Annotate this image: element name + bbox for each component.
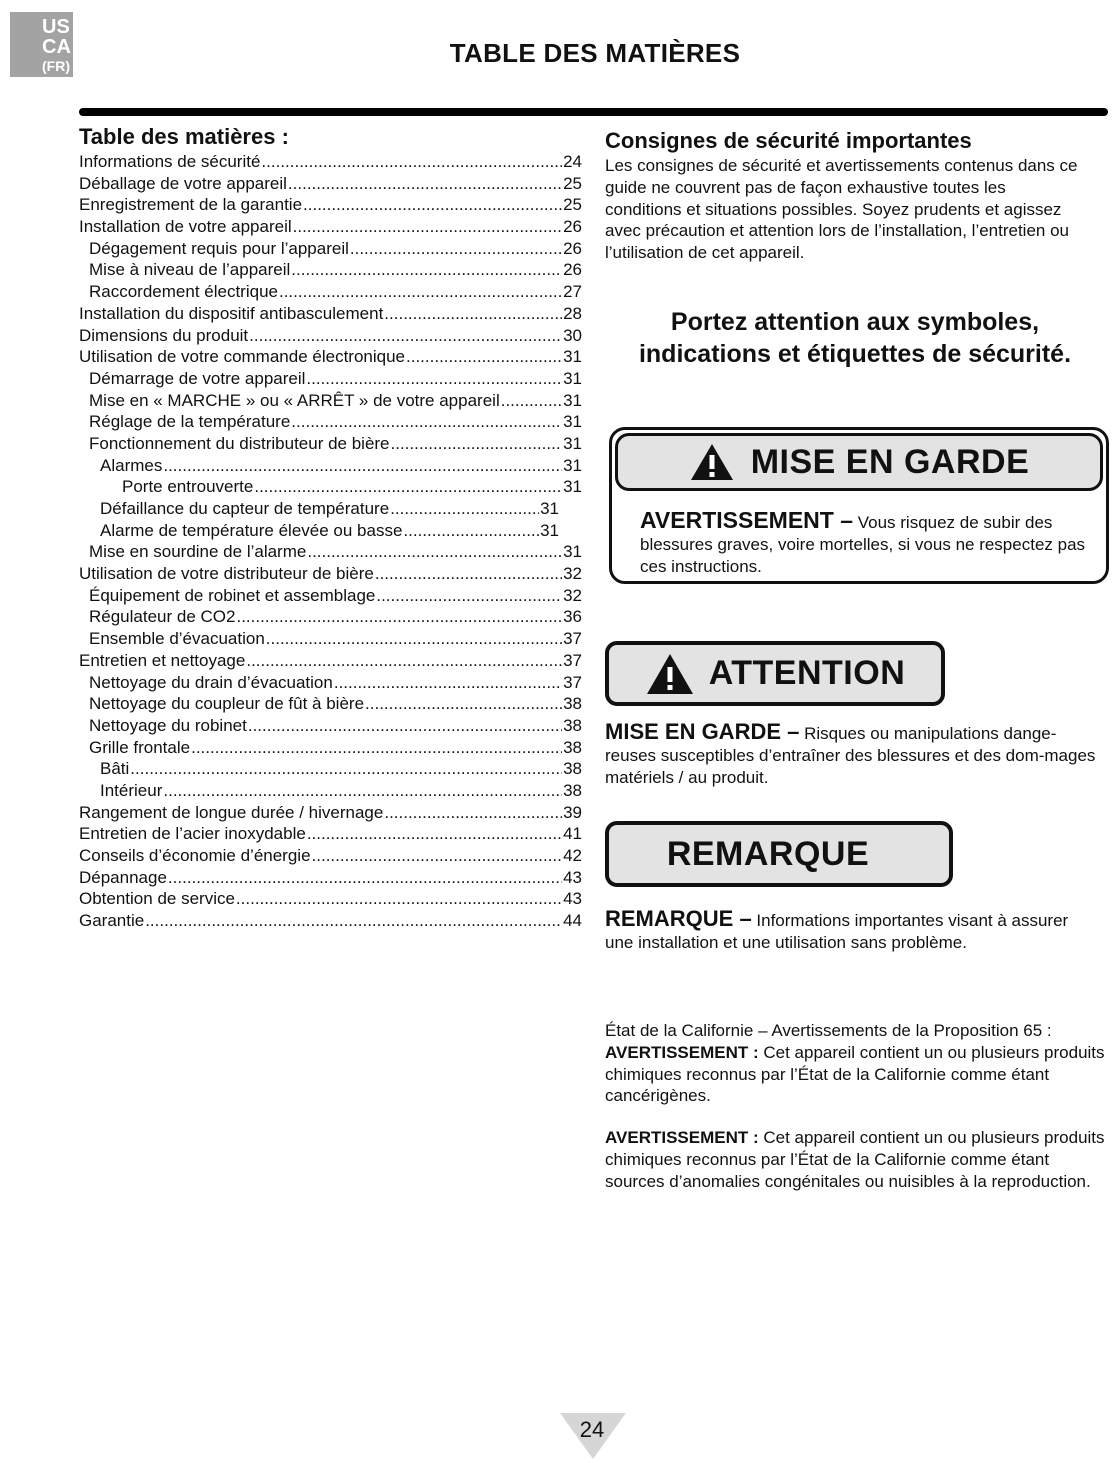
safety-title: Consignes de sécurité importantes — [605, 128, 972, 153]
toc-entry[interactable] — [79, 737, 582, 759]
toc-entry-page: 31 — [563, 347, 582, 367]
toc-entry[interactable] — [79, 216, 582, 238]
toc-entry-title: Intérieur — [100, 780, 163, 800]
toc-leader — [391, 433, 563, 455]
toc-entry-page: 38 — [563, 759, 582, 779]
toc-entry-title: Installation du dispositif antibasculement — [79, 303, 384, 323]
toc-entry[interactable] — [79, 281, 582, 303]
toc-entry-title: Porte entrouverte — [122, 477, 254, 497]
toc-entry-title: Ensemble d’évacuation — [89, 629, 265, 649]
toc-entry[interactable] — [79, 628, 582, 650]
warning-lead: AVERTISSEMENT – — [640, 507, 853, 533]
toc-entry-title: Dégagement requis pour l’appareil — [89, 238, 349, 258]
toc-leader — [279, 281, 562, 303]
toc-entry[interactable] — [79, 368, 582, 390]
toc-entry-title: Obtention de service — [79, 889, 235, 909]
toc-entry-page: 42 — [563, 846, 582, 865]
toc-list — [79, 151, 582, 932]
toc-entry-page: 31 — [563, 455, 582, 475]
prop65-warning-2-text: Cet appareil contient un ou plusieurs produits chimiques reconnus par l’État de la Californie comme étant sources d’anomalies congénitales ou nuisibles à la reproduction. — [605, 1128, 1105, 1191]
toc-leader — [375, 563, 562, 585]
toc-leader — [293, 216, 562, 238]
toc-entry-page: 38 — [563, 694, 582, 714]
remark-label: REMARQUE — [666, 834, 870, 873]
toc-leader — [168, 867, 562, 889]
warning-label: MISE EN GARDE — [750, 442, 1030, 481]
page-title: TABLE DES MATIÈRES — [449, 38, 741, 68]
region-ca: CA — [42, 35, 71, 58]
toc-leader — [249, 325, 562, 347]
toc-leader — [403, 520, 539, 542]
toc-entry[interactable] — [79, 476, 582, 498]
warning-description: Vous risquez de subir des blessures graves, voire mortelles, si vous ne respectez pas ces instructions. — [640, 513, 1086, 576]
region-fr: (FR) — [42, 57, 70, 74]
toc-entry-page: 43 — [563, 889, 582, 909]
toc-entry[interactable] — [79, 259, 582, 281]
toc-entry-page: 38 — [563, 780, 582, 800]
toc-leader — [390, 498, 539, 520]
remark-text — [605, 908, 1100, 954]
toc-leader — [291, 411, 562, 433]
toc-entry-title: Mise en sourdine de l’alarme — [89, 542, 307, 562]
region-us: US — [42, 15, 70, 38]
toc-entry-title: Équipement de robinet et assemblage — [89, 585, 376, 605]
caution-lead: MISE EN GARDE – — [605, 719, 800, 744]
toc-entry[interactable] — [79, 672, 582, 694]
toc-entry[interactable] — [79, 585, 582, 607]
toc-entry-title: Alarmes — [100, 455, 163, 475]
toc-entry-title: Conseils d’économie d’énergie — [79, 846, 311, 865]
toc-entry[interactable] — [79, 411, 582, 433]
toc-leader — [384, 802, 562, 824]
toc-entry-page: 32 — [563, 564, 582, 584]
toc-entry-page: 30 — [563, 325, 582, 345]
toc-leader — [254, 476, 562, 498]
toc-leader — [261, 151, 562, 173]
toc-leader — [376, 585, 562, 607]
prop65-block-1 — [605, 1020, 1105, 1107]
toc-leader — [307, 541, 562, 563]
toc-entry-title: Régulateur de CO2 — [89, 607, 236, 627]
toc-entry-title: Enregistrement de la garantie — [79, 195, 303, 215]
toc-entry-title: Démarrage de votre appareil — [89, 368, 306, 388]
toc-entry-page: 27 — [563, 282, 582, 302]
toc-entry-page: 31 — [563, 433, 582, 453]
page-number-text: 24 — [579, 1417, 605, 1442]
toc-entry-title: Entretien et nettoyage — [79, 650, 246, 670]
toc-entry-page: 31 — [563, 542, 582, 562]
toc-entry[interactable] — [79, 346, 582, 368]
toc-entry-title: Nettoyage du robinet — [89, 715, 247, 735]
toc-entry-title: Utilisation de votre commande électronique — [79, 347, 406, 367]
toc-leader — [130, 758, 562, 780]
toc-entry-title: Bâti — [100, 759, 130, 779]
toc-leader — [291, 259, 562, 281]
prop65-block-2 — [605, 1127, 1105, 1192]
toc-entry-page: 43 — [563, 867, 582, 887]
toc-leader — [248, 715, 562, 737]
toc-entry-title: Rangement de longue durée / hivernage — [79, 802, 384, 822]
toc-entry-title: Grille frontale — [89, 737, 191, 757]
toc-entry[interactable] — [79, 433, 582, 455]
toc-entry-title: Réglage de la température — [89, 412, 291, 432]
toc-entry[interactable] — [79, 151, 582, 173]
toc-heading: Table des matières : — [79, 124, 289, 149]
toc-leader — [307, 823, 562, 845]
toc-entry[interactable] — [79, 520, 559, 542]
remark-box — [605, 821, 953, 887]
toc-entry[interactable] — [79, 173, 582, 195]
toc-entry[interactable] — [79, 606, 582, 628]
attention-heading: Portez attention aux symboles, indications et étiquettes de sécurité. — [638, 308, 1072, 368]
toc-entry-title: Utilisation de votre distributeur de bière — [79, 564, 374, 584]
remark-lead: REMARQUE – — [605, 906, 752, 931]
toc-entry[interactable] — [79, 455, 582, 477]
toc-entry-page: 41 — [563, 824, 582, 844]
toc-leader — [501, 390, 562, 412]
safety-text: Les consignes de sécurité et avertissements contenus dans ce guide ne couvrent pas de façon exhaustive toutes les conditions et situations possibles. Soyez prudents et agissez avec précaution et attention lors de l’installation, l’entretien ou l’utilisation de cet appareil. — [605, 156, 1078, 263]
toc-leader — [365, 693, 562, 715]
toc-entry-page: 25 — [563, 173, 582, 193]
toc-entry[interactable] — [79, 693, 582, 715]
toc-entry[interactable] — [79, 650, 582, 672]
attention-box — [605, 641, 945, 706]
prop65-section — [605, 1020, 1105, 1213]
toc-leader — [312, 845, 563, 867]
toc-entry-title: Défaillance du capteur de température — [100, 499, 390, 518]
toc-entry-page: 38 — [563, 737, 582, 757]
toc-entry-page: 26 — [563, 260, 582, 280]
toc-leader — [191, 737, 562, 759]
warning-header — [615, 433, 1103, 491]
toc-entry-page: 28 — [563, 303, 582, 323]
remark-description: Informations importantes visant à assurer une installation et une utilisation sans problème. — [605, 911, 1069, 952]
toc-entry-page: 31 — [563, 477, 582, 497]
toc-entry-title: Déballage de votre appareil — [79, 173, 287, 193]
toc-entry-title: Dépannage — [79, 867, 167, 887]
toc-entry[interactable] — [79, 758, 582, 780]
toc-entry[interactable] — [79, 238, 582, 260]
toc-entry-title: Informations de sécurité — [79, 152, 261, 171]
attention-label: ATTENTION — [708, 654, 906, 692]
toc-entry-page: 38 — [563, 715, 582, 735]
toc-leader — [306, 368, 562, 390]
toc-entry-page: 31 — [563, 412, 582, 432]
prop65-warning-2-lead: AVERTISSEMENT : — [605, 1128, 759, 1148]
toc-entry[interactable] — [79, 541, 582, 563]
toc-leader — [288, 173, 562, 195]
toc-entry-page: 36 — [563, 607, 582, 627]
toc-leader — [163, 780, 562, 802]
toc-entry-title: Mise en « MARCHE » ou « ARRÊT » de votre appareil — [89, 390, 500, 410]
caution-text — [605, 721, 1100, 789]
toc-entry[interactable] — [79, 325, 582, 347]
toc-entry-title: Mise à niveau de l’appareil — [89, 260, 291, 280]
toc-entry[interactable] — [79, 823, 582, 845]
toc-entry-title: Installation de votre appareil — [79, 217, 292, 237]
toc-entry-page: 31 — [563, 390, 582, 410]
toc-entry-page: 44 — [563, 911, 582, 931]
page-number — [560, 1413, 628, 1459]
toc-leader — [266, 628, 562, 650]
prop65-warning-1-text: Cet appareil contient un ou plusieurs produits chimiques reconnus par l’État de la Californie comme étant cancérigènes. — [605, 1042, 1105, 1106]
toc-entry-page: 31 — [563, 368, 582, 388]
toc-entry-title: Entretien de l’acier inoxydable — [79, 824, 306, 844]
toc-leader — [236, 888, 562, 910]
toc-leader — [163, 455, 562, 477]
toc-entry-page: 25 — [563, 195, 582, 215]
toc-leader — [350, 238, 562, 260]
toc-entry[interactable] — [79, 867, 582, 889]
toc-leader — [145, 910, 562, 932]
toc-entry-page: 26 — [563, 217, 582, 237]
prop65-intro: État de la Californie – Avertissements de la Proposition 65 : — [605, 1021, 1052, 1040]
toc-leader — [334, 672, 562, 694]
toc-entry[interactable] — [79, 715, 582, 737]
prop65-warning-1-lead: AVERTISSEMENT : — [605, 1042, 759, 1062]
toc-entry-page: 26 — [563, 238, 582, 258]
toc-entry[interactable] — [79, 194, 582, 216]
toc-entry[interactable] — [79, 563, 582, 585]
toc-entry[interactable] — [79, 845, 582, 867]
toc-entry[interactable] — [79, 780, 582, 802]
toc-entry-page: 37 — [563, 650, 582, 670]
toc-entry[interactable] — [79, 303, 582, 325]
toc-entry-page: 31 — [540, 520, 559, 540]
toc-entry-title: Fonctionnement du distributeur de bière — [89, 433, 390, 453]
table-of-contents — [79, 124, 582, 932]
caution-description: Risques ou manipulations dange-reuses susceptibles d’entraîner des blessures et des dom-mages matériels / au produit. — [605, 724, 1096, 787]
toc-entry-page: 37 — [563, 672, 582, 692]
warning-triangle-icon — [645, 652, 695, 696]
toc-entry-title: Nettoyage du coupleur de fût à bière — [89, 694, 365, 714]
toc-entry-title: Alarme de température élevée ou basse — [100, 520, 403, 540]
toc-entry[interactable] — [79, 802, 582, 824]
toc-entry[interactable] — [79, 498, 559, 520]
toc-entry-title: Dimensions du produit — [79, 325, 249, 345]
toc-leader — [406, 346, 562, 368]
warning-box — [609, 427, 1109, 584]
toc-entry-page: 32 — [563, 585, 582, 605]
toc-entry-page: 39 — [563, 802, 582, 822]
toc-entry-title: Garantie — [79, 911, 145, 931]
toc-leader — [303, 194, 562, 216]
toc-entry-page: 37 — [563, 629, 582, 649]
toc-leader — [384, 303, 562, 325]
warning-text — [640, 509, 1090, 578]
toc-entry[interactable] — [79, 390, 582, 412]
toc-entry[interactable] — [79, 888, 582, 910]
toc-entry-title: Nettoyage du drain d’évacuation — [89, 672, 333, 692]
toc-entry[interactable] — [79, 910, 582, 932]
toc-leader — [236, 606, 562, 628]
warning-triangle-icon — [689, 442, 735, 482]
toc-entry-page: 24 — [563, 152, 582, 171]
toc-leader — [246, 650, 562, 672]
toc-entry-page: 31 — [540, 499, 559, 518]
header-rule — [79, 108, 1108, 116]
toc-entry-title: Raccordement électrique — [89, 282, 278, 302]
